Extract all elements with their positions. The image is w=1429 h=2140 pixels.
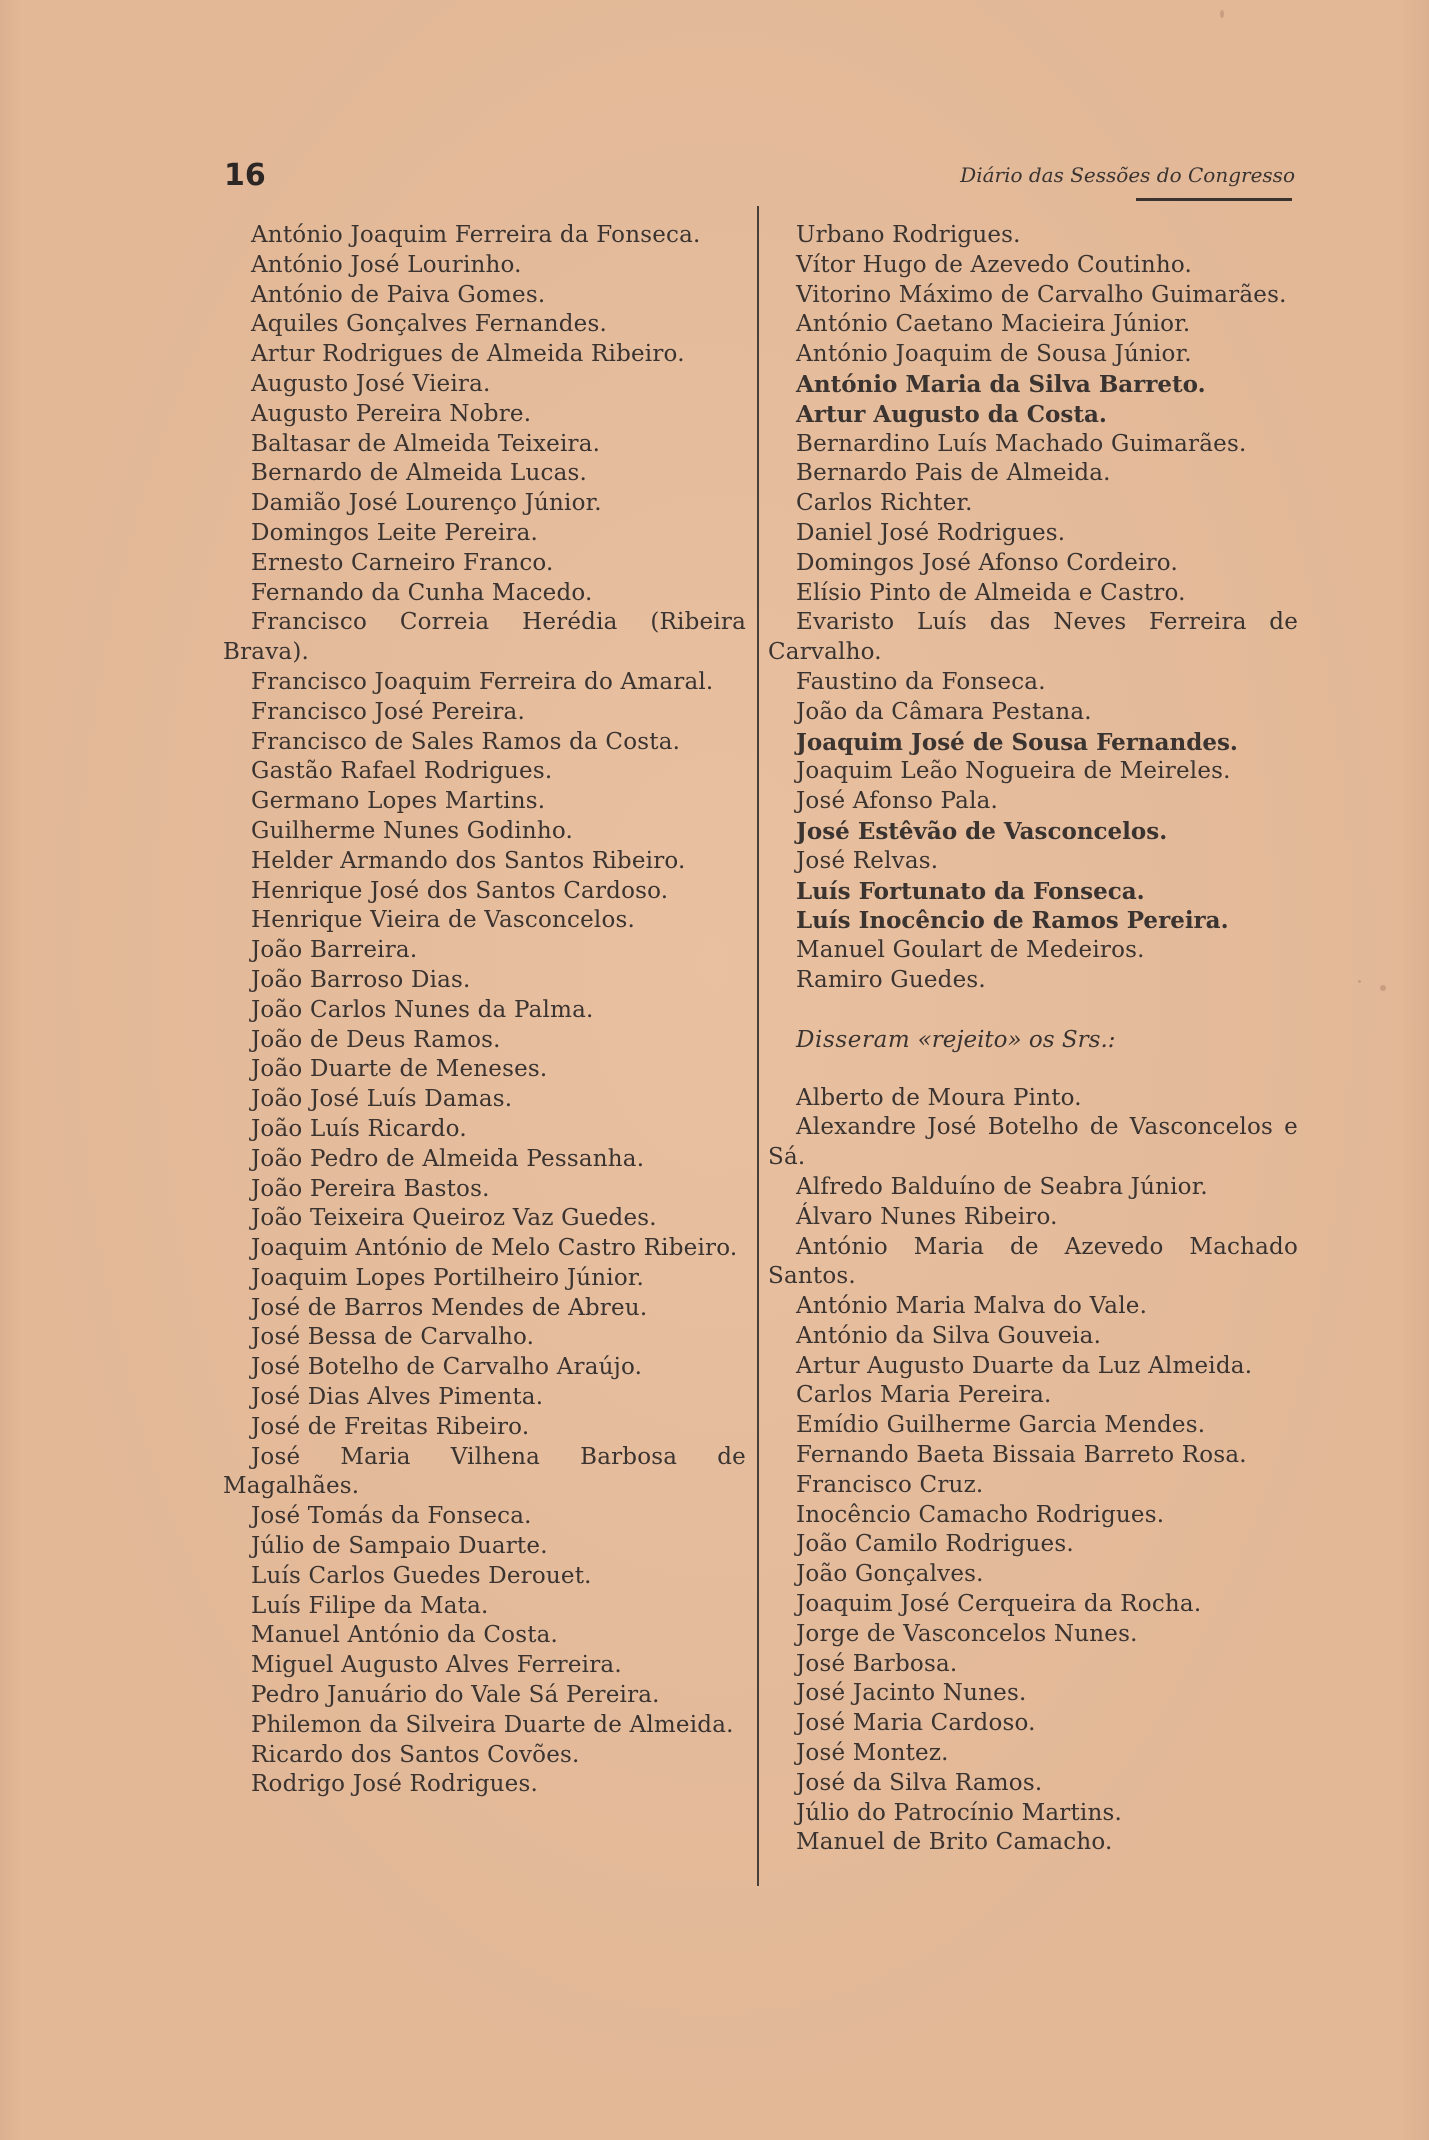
name-entry: António de Paiva Gomes. <box>251 281 546 308</box>
name-entry: José Estêvão de Vasconcelos. <box>796 817 1168 845</box>
name-entry: Artur Augusto da Costa. <box>796 400 1107 428</box>
name-entry: Júlio do Patrocínio Martins. <box>796 1799 1122 1826</box>
name-entry: Joaquim Lopes Portilheiro Júnior. <box>251 1264 645 1291</box>
name-entry: Pedro Januário do Vale Sá Pereira. <box>251 1682 660 1709</box>
section-heading-suffix: os Srs.: <box>1028 1026 1116 1053</box>
name-entry: Ernesto Carneiro Franco. <box>251 549 554 576</box>
section-heading-label: Disseram <box>796 1026 911 1053</box>
name-entry: José da Silva Ramos. <box>796 1769 1043 1796</box>
name-entry: António Maria Malva do Vale. <box>796 1293 1148 1320</box>
name-entry: Ramiro Guedes. <box>796 966 986 993</box>
name-entry: Miguel Augusto Alves Ferreira. <box>251 1652 622 1679</box>
name-entry: João Pereira Bastos. <box>251 1175 490 1202</box>
name-entry: Gastão Rafael Rodrigues. <box>251 758 553 785</box>
name-entry: Emídio Guilherme Garcia Mendes. <box>796 1412 1206 1439</box>
name-entry: Philemon da Silveira Duarte de Almeida. <box>251 1711 734 1738</box>
name-entry: Inocêncio Camacho Rodrigues. <box>796 1501 1165 1528</box>
name-entry: Domingos José Afonso Cordeiro. <box>796 549 1178 576</box>
approve-list <box>768 221 1298 996</box>
name-entry: António Maria de Azevedo Machado Santos. <box>768 1233 1298 1290</box>
name-entry: João Camilo Rodrigues. <box>796 1531 1074 1558</box>
ink-speck <box>1220 10 1224 18</box>
name-entry: Damião José Lourenço Júnior. <box>251 490 602 517</box>
name-entry: Vítor Hugo de Azevedo Coutinho. <box>796 251 1193 278</box>
section-heading-rejeito <box>768 1026 1298 1056</box>
name-entry: António da Silva Gouveia. <box>796 1322 1102 1349</box>
column-divider <box>757 206 759 1886</box>
name-entry: Álvaro Nunes Ribeiro. <box>796 1203 1058 1230</box>
name-entry: Bernardino Luís Machado Guimarães. <box>796 430 1247 457</box>
name-entry: José Maria Cardoso. <box>796 1710 1036 1737</box>
reject-list <box>768 1084 1298 1859</box>
name-entry: Alexandre José Botelho de Vasconcelos e Sá. <box>768 1114 1298 1171</box>
name-entry: José de Barros Mendes de Abreu. <box>251 1294 648 1321</box>
name-entry: Alberto de Moura Pinto. <box>796 1084 1082 1111</box>
name-entry: Joaquim José de Sousa Fernandes. <box>796 728 1238 756</box>
name-entry: Augusto Pereira Nobre. <box>251 400 532 427</box>
name-entry: Carlos Richter. <box>796 490 973 517</box>
name-entry: Francisco Joaquim Ferreira do Amaral. <box>251 668 714 695</box>
name-entry: José Botelho de Carvalho Araújo. <box>251 1354 643 1381</box>
name-entry: Bernardo de Almeida Lucas. <box>251 460 588 487</box>
name-entry: José Relvas. <box>796 847 939 874</box>
name-entry: Ricardo dos Santos Covões. <box>251 1741 580 1768</box>
name-entry: Alfredo Balduíno de Seabra Júnior. <box>796 1173 1208 1200</box>
ink-speck <box>1358 980 1361 983</box>
name-entry: Artur Augusto Duarte da Luz Almeida. <box>796 1352 1253 1379</box>
name-entry: António Joaquim Ferreira da Fonseca. <box>251 222 701 248</box>
name-entry: Francisco Correia Herédia (Ribeira Brava). <box>223 609 746 666</box>
name-entry: João de Deus Ramos. <box>251 1026 501 1053</box>
name-entry: Evaristo Luís das Neves Ferreira de Carvalho. <box>768 609 1298 666</box>
name-entry: Joaquim José Cerqueira da Rocha. <box>796 1591 1202 1618</box>
name-entry: João Duarte de Meneses. <box>251 1056 548 1083</box>
name-entry: Guilherme Nunes Godinho. <box>251 817 574 844</box>
name-entry: José Dias Alves Pimenta. <box>251 1384 544 1411</box>
name-entry: Manuel António da Costa. <box>251 1622 559 1649</box>
name-entry: Faustino da Fonseca. <box>796 668 1046 695</box>
ink-speck <box>1380 985 1386 991</box>
name-entry: Rodrigo José Rodrigues. <box>251 1771 539 1798</box>
name-entry: Carlos Maria Pereira. <box>796 1382 1052 1409</box>
name-entry: Bernardo Pais de Almeida. <box>796 460 1111 487</box>
name-entry: Júlio de Sampaio Duarte. <box>251 1533 548 1560</box>
name-entry: João José Luís Damas. <box>251 1086 513 1113</box>
name-entry: Manuel Goulart de Medeiros. <box>796 937 1145 964</box>
name-entry: Francisco de Sales Ramos da Costa. <box>251 728 681 755</box>
name-entry: Vitorino Máximo de Carvalho Guimarães. <box>796 281 1287 308</box>
name-entry: José Afonso Pala. <box>796 788 999 815</box>
name-entry: Augusto José Vieira. <box>251 370 491 397</box>
name-entry: João Teixeira Queiroz Vaz Guedes. <box>251 1205 657 1232</box>
name-entry: Fernando da Cunha Macedo. <box>251 579 593 606</box>
name-entry: José Tomás da Fonseca. <box>251 1503 532 1530</box>
name-entry: João Barreira. <box>251 937 418 964</box>
name-entry: Artur Rodrigues de Almeida Ribeiro. <box>251 341 685 368</box>
name-entry: Helder Armando dos Santos Ribeiro. <box>251 847 686 874</box>
name-entry: Joaquim António de Melo Castro Ribeiro. <box>251 1235 738 1262</box>
section-heading-quote: «rejeito» <box>917 1026 1022 1053</box>
name-entry: Urbano Rodrigues. <box>796 222 1021 248</box>
name-entry: Luís Fortunato da Fonseca. <box>796 877 1145 905</box>
header-rule <box>1136 198 1292 201</box>
name-entry: José Jacinto Nunes. <box>796 1680 1027 1707</box>
name-entry: Elísio Pinto de Almeida e Castro. <box>796 579 1186 606</box>
running-title: Diário das Sessões do Congresso <box>960 163 1295 187</box>
name-entry: José Barbosa. <box>796 1650 958 1677</box>
name-entry: João Barroso Dias. <box>251 966 471 993</box>
name-entry: António Joaquim de Sousa Júnior. <box>796 341 1192 368</box>
name-entry: João Luís Ricardo. <box>251 1115 467 1142</box>
name-entry: Jorge de Vasconcelos Nunes. <box>796 1620 1138 1647</box>
name-entry: José Bessa de Carvalho. <box>251 1324 535 1351</box>
name-entry: António Caetano Macieira Júnior. <box>796 311 1191 338</box>
name-entry: Joaquim Leão Nogueira de Meireles. <box>796 758 1231 785</box>
name-entry: Francisco Cruz. <box>796 1471 984 1498</box>
name-entry: Aquiles Gonçalves Fernandes. <box>251 311 607 338</box>
name-entry: João Carlos Nunes da Palma. <box>251 996 594 1023</box>
name-entry: João Pedro de Almeida Pessanha. <box>251 1145 645 1172</box>
name-entry: António Maria da Silva Barreto. <box>796 370 1206 398</box>
name-entry: José de Freitas Ribeiro. <box>251 1413 530 1440</box>
name-entry: Luís Carlos Guedes Derouet. <box>251 1562 592 1589</box>
name-entry: Germano Lopes Martins. <box>251 788 546 815</box>
name-entry: João da Câmara Pestana. <box>796 698 1092 725</box>
name-entry: José Maria Vilhena Barbosa de Magalhães. <box>223 1443 746 1500</box>
name-entry: José Montez. <box>796 1740 949 1767</box>
name-entry: Luís Inocêncio de Ramos Pereira. <box>796 907 1229 935</box>
name-entry: Henrique José dos Santos Cardoso. <box>251 877 669 904</box>
name-entry: Daniel José Rodrigues. <box>796 519 1066 546</box>
name-entry: Henrique Vieira de Vasconcelos. <box>251 907 636 934</box>
name-entry: António José Lourinho. <box>251 251 522 278</box>
name-entry: João Gonçalves. <box>796 1561 984 1588</box>
name-entry: Baltasar de Almeida Teixeira. <box>251 430 601 457</box>
name-entry: Luís Filipe da Mata. <box>251 1592 489 1619</box>
name-entry: Manuel de Brito Camacho. <box>796 1829 1113 1856</box>
page-number: 16 <box>224 158 266 193</box>
right-column <box>768 221 1298 1858</box>
left-column <box>223 221 746 1800</box>
name-entry: Domingos Leite Pereira. <box>251 519 538 546</box>
name-entry: Francisco José Pereira. <box>251 698 525 725</box>
name-entry: Fernando Baeta Bissaia Barreto Rosa. <box>796 1442 1247 1469</box>
